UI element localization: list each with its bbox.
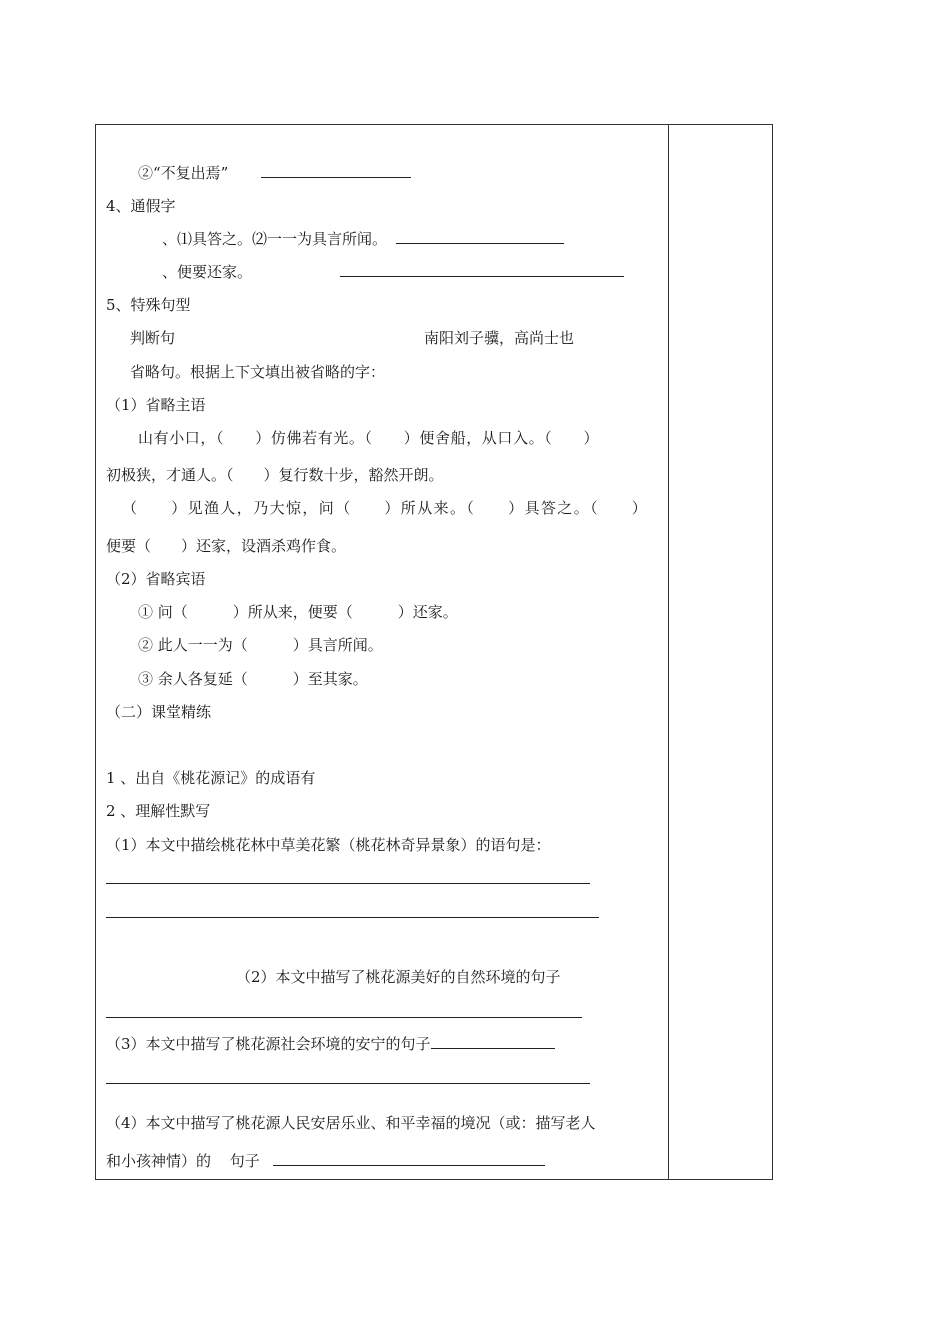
subsection-heading: （2）省略宾语 [106, 570, 206, 588]
question: 1 、出自《桃花源记》的成语有 [106, 769, 316, 787]
answer-line[interactable] [106, 917, 599, 918]
line-text: （ ）见渔人，乃大惊，问（ ）所从来。（ ）具答之。（ ） [122, 499, 649, 517]
line-text: 便要（ ）还家，设酒杀鸡作食。 [106, 537, 347, 555]
question: 2 、理解性默写 [106, 802, 211, 820]
answer-blank[interactable] [261, 163, 411, 178]
line-text: 省略句。根据上下文填出被省略的字： [130, 363, 386, 381]
line-text: 和小孩神情）的 [106, 1152, 212, 1170]
answer-blank[interactable] [340, 276, 624, 277]
question [106, 1151, 545, 1171]
line-text: （3）本文中描写了桃花源社会环境的安宁的句子 [106, 1035, 431, 1053]
line-text: ②“不复出焉” [138, 164, 229, 182]
answer-line[interactable] [106, 1017, 582, 1018]
answer-blank[interactable] [431, 1034, 555, 1049]
line-text: 句子 [229, 1152, 260, 1170]
question: （4）本文中描写了桃花源人民安居乐业、和平幸福的境况（或：描写老人 [106, 1114, 596, 1132]
line-text: 山有小口，（ ）仿佛若有光。（ ）便舍船，从口入。（ ） [138, 429, 600, 447]
line-text: 南阳刘子骥，高尚士也 [424, 329, 575, 347]
question [106, 1034, 555, 1054]
text-line [138, 163, 411, 183]
answer-line[interactable] [106, 883, 590, 884]
line-text: ② 此人一一为（ ）具言所闻。 [138, 636, 383, 654]
line-text: 、便要还家。 [162, 263, 253, 281]
column-divider [668, 124, 669, 1180]
line-text: ① 问（ ）所从来，便要（ ）还家。 [138, 603, 458, 621]
section-heading: 4、通假字 [106, 197, 176, 215]
line-text: 初极狭，才通人。（ ）复行数十步，豁然开朗。 [106, 466, 444, 484]
line-text: 判断句 [130, 329, 176, 347]
answer-blank[interactable] [273, 1151, 545, 1166]
line-text: ③ 余人各复延（ ）至其家。 [138, 670, 368, 688]
section-heading: 5、特殊句型 [106, 296, 191, 314]
subsection-heading: （1）省略主语 [106, 396, 206, 414]
text-line [162, 229, 564, 249]
answer-blank[interactable] [396, 229, 564, 244]
answer-line[interactable] [106, 1083, 590, 1084]
section-heading: （二）课堂精练 [106, 703, 212, 721]
line-text: 、⑴具答之。⑵一一为具言所闻。 [162, 230, 388, 248]
question: （2）本文中描写了桃花源美好的自然环境的句子 [236, 968, 561, 986]
question: （1）本文中描绘桃花林中草美花繁（桃花林奇异景象）的语句是： [106, 836, 551, 854]
